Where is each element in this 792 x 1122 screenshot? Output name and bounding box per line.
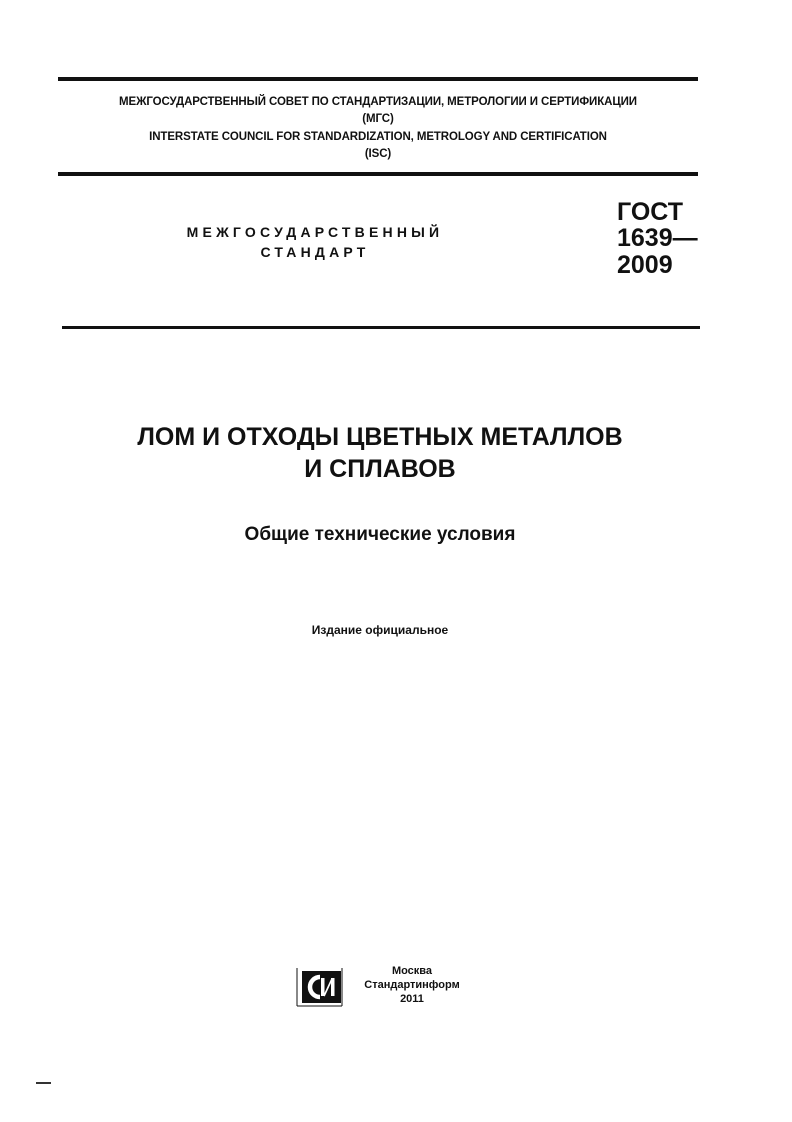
imprint-publisher: Стандартинформ [364,979,460,991]
gost-number: 1639— [617,224,698,252]
document-subtitle: Общие технические условия [244,524,516,545]
edition-note: Издание официальное [311,623,449,637]
imprint-city: Москва [391,965,433,977]
gost-year: 2009 [617,251,673,279]
standard-type-line-1: МЕЖГОСУДАРСТВЕННЫЙ [186,224,444,240]
standard-type-line-2: СТАНДАРТ [260,244,370,260]
document-title-line-2: И СПЛАВОВ [304,455,456,483]
gost-label: ГОСТ [617,198,683,226]
council-abbr-ru: (МГС) [362,113,394,125]
council-abbr-en: (ISC) [364,148,392,160]
document-title-line-1: ЛОМ И ОТХОДЫ ЦВЕТНЫХ МЕТАЛЛОВ [137,423,623,451]
top-rule [58,77,698,81]
council-name-ru: МЕЖГОСУДАРСТВЕННЫЙ СОВЕТ ПО СТАНДАРТИЗАЦИИ, МЕТРОЛОГИИ И СЕРТИФИКАЦИИ [119,96,637,108]
imprint-year: 2011 [400,993,424,1005]
council-name-en: INTERSTATE COUNCIL FOR STANDARDIZATION, METROLOGY AND CERTIFICATION [149,131,607,143]
standartinform-logo-icon [296,966,344,1008]
corner-mark [36,1082,51,1084]
lower-rule [62,326,700,329]
middle-rule [58,172,698,176]
